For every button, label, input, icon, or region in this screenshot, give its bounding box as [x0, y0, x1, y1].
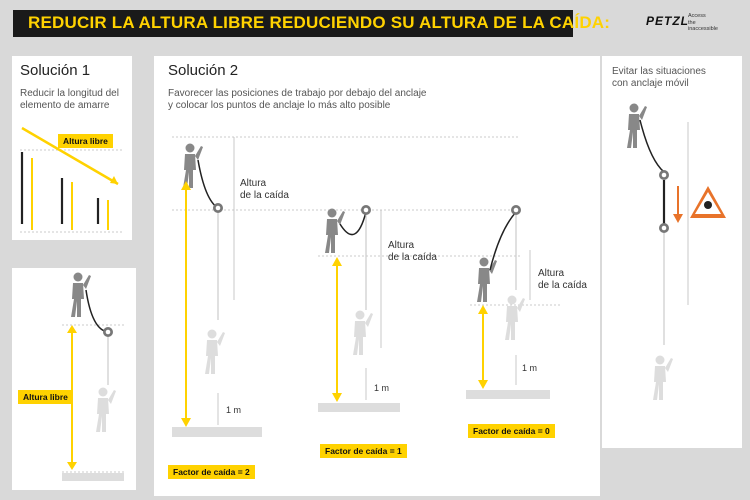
evitar-art [627, 104, 726, 401]
sol1b-lanyard [86, 290, 108, 332]
scenario1-meter: 1 m [226, 405, 242, 415]
solucion1-desc-line1: Reducir la longitud del [20, 88, 119, 99]
sol1-yellow-arrows [32, 158, 108, 230]
sol1b-falling-worker [96, 388, 116, 433]
evitar-line2: con anclaje móvil [612, 78, 689, 89]
sol1b-worker [71, 273, 91, 318]
scenario2-height-label-2: de la caída [388, 252, 437, 263]
scenario3-height-label [538, 268, 587, 292]
solucion2-desc-line1: Favorecer las posiciones de trabajo por debajo del anclaje [168, 88, 427, 99]
scenario2-factor: Factor de caída = 1 [320, 444, 407, 458]
sol1-lanyards [22, 152, 98, 224]
scenario2-meter: 1 m [374, 383, 390, 393]
scenario3-factor: Factor de caída = 0 [468, 424, 555, 438]
scenario1-height-label-2: de la caída [240, 190, 289, 201]
scenario1-height-label-1: Altura [240, 178, 267, 189]
solucion2-title: Solución 2 [168, 62, 239, 79]
sol1b-ground [62, 473, 124, 481]
scenario1-height-label [240, 178, 289, 202]
scenario2-height-label-1: Altura [388, 240, 415, 251]
solucion2-desc [168, 88, 427, 112]
brand-logo: PETZL [646, 14, 689, 28]
scenario2-height-label [388, 240, 437, 264]
solucion1-desc [20, 88, 119, 112]
scenario2-art [318, 205, 520, 412]
sol1b-anchor [103, 327, 113, 337]
scenario3-art [466, 205, 560, 399]
evitar-desc [612, 66, 706, 90]
page-title: REDUCIR LA ALTURA LIBRE REDUCIENDO SU ALTURA DE LA CAÍDA: [28, 13, 611, 32]
tagline-line2: the [688, 19, 696, 26]
scenario3-height-label-1: Altura [538, 268, 565, 279]
scenario3-height-label-2: de la caída [538, 280, 587, 291]
scenario1-factor: Factor de caída = 2 [168, 465, 255, 479]
solucion1-badge-bottom: Altura libre [18, 390, 73, 404]
solucion1-desc-line2: elemento de amarre [20, 100, 110, 111]
scenario3-meter: 1 m [522, 363, 538, 373]
tagline-line3: inaccessible [688, 26, 718, 32]
solucion1-title: Solución 1 [20, 62, 91, 79]
solucion1-badge: Altura libre [58, 134, 113, 148]
tagline-line1: Access [688, 13, 706, 19]
evitar-line1: Evitar las situaciones [612, 66, 706, 77]
solucion2-desc-line2: y colocar los puntos de anclaje lo más alto posible [168, 100, 391, 111]
